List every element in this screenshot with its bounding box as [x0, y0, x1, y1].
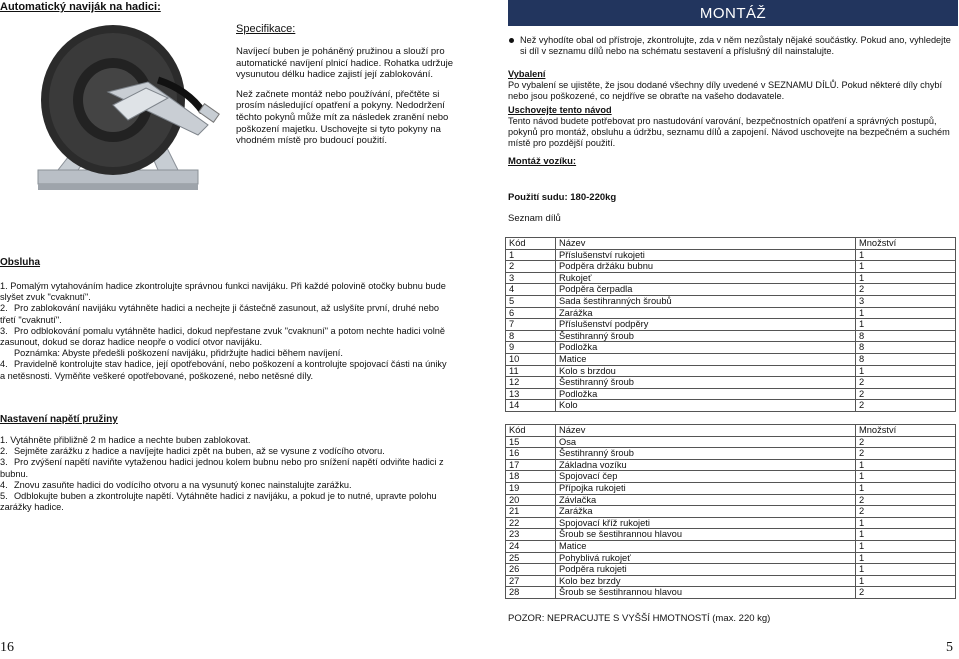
table-cell: 24 [506, 540, 556, 552]
table-cell: Šestihranný šroub [556, 330, 856, 342]
table-cell: 1 [856, 459, 956, 471]
obsluha-step: Pro zablokování navijáku vytáhněte hadici a nechejte ji částečně zasunout, až uslyšíte první, druhé nebo třetí "cvaknutí". [0, 303, 439, 325]
table-cell: 1 [856, 365, 956, 377]
table-cell: 1 [856, 272, 956, 284]
table-cell: 5 [506, 295, 556, 307]
table-row [506, 471, 956, 483]
table-header-row [506, 425, 956, 437]
table-cell: 1 [856, 517, 956, 529]
table-cell: Přípojka rukojeti [556, 482, 856, 494]
table-cell: 2 [856, 506, 956, 518]
table-cell: 21 [506, 506, 556, 518]
montaz-banner: MONTÁŽ [508, 0, 958, 26]
spec-paragraph: Navíjecí buben je poháněný pružinou a slouží pro automatické navíjení plnicí hadice. Rohatka udržuje vysunutou délku hadice zajistí její zablokování. [236, 46, 454, 81]
hose-reel-image [18, 20, 228, 202]
table-row [506, 448, 956, 460]
table-cell: Základna vozíku [556, 459, 856, 471]
bullet-dot-icon [509, 38, 514, 43]
table-cell: 16 [506, 448, 556, 460]
table-cell: Šroub se šestihrannou hlavou [556, 529, 856, 541]
obsluha-step: Pravidelně kontrolujte stav hadice, její opotřebování, nebo poškození a kontrolujte spojovací části na úniky a netěsnosti. Vyměňte veškeré opotřebované, poškozené, nebo netěsné díly. [0, 359, 447, 381]
table-row [506, 319, 956, 331]
table-cell: 1 [856, 319, 956, 331]
bullet-text: Než vyhodíte obal od přístroje, zkontrolujte, zda v něm nezůstaly nějaké součástky. Pokud ano, vyhledejte si díl v seznamu dílů nebo na schématu sestavení a příslušný díl nainstalujte. [520, 35, 951, 57]
obsluha-step-number: 3. [0, 325, 8, 336]
pouziti-sudu: Použití sudu: 180-220kg [508, 192, 617, 203]
napeti-step: Odblokujte buben a zkontrolujte napětí. Vytáhněte hadici z navijáku, a pokud je to nutné, upravte polohu zarážky hadice. [0, 491, 437, 513]
napeti-text [0, 435, 448, 513]
table-cell: 19 [506, 482, 556, 494]
table-row [506, 540, 956, 552]
table-cell: Šroub se šestihrannou hlavou [556, 587, 856, 599]
table-cell: Šestihranný šroub [556, 448, 856, 460]
table-row [506, 272, 956, 284]
table-row [506, 575, 956, 587]
table-cell: 8 [856, 330, 956, 342]
table-row [506, 377, 956, 389]
table-cell: 17 [506, 459, 556, 471]
table-cell: 4 [506, 284, 556, 296]
table-header-cell: Množství [856, 425, 956, 437]
page-number: 16 [0, 640, 14, 655]
table-cell: 11 [506, 365, 556, 377]
table-cell: Příslušenství rukojeti [556, 249, 856, 261]
table-cell: 20 [506, 494, 556, 506]
table-row [506, 552, 956, 564]
table-row [506, 436, 956, 448]
table-cell: 1 [856, 564, 956, 576]
obsluha-heading: Obsluha [0, 257, 41, 268]
table-cell: 15 [506, 436, 556, 448]
table-cell: 2 [856, 377, 956, 389]
table-cell: Podpěra čerpadla [556, 284, 856, 296]
table-cell: 25 [506, 552, 556, 564]
table-row [506, 459, 956, 471]
table-row [506, 295, 956, 307]
table-cell: 1 [856, 307, 956, 319]
table-cell: Zarážka [556, 506, 856, 518]
table-cell: 9 [506, 342, 556, 354]
table-cell: Podložka [556, 388, 856, 400]
table-header-cell: Množství [856, 238, 956, 250]
table-header-cell: Kód [506, 425, 556, 437]
parts-table-1 [505, 237, 956, 412]
table-cell: Kolo [556, 400, 856, 412]
table-cell: Šestihranný šroub [556, 377, 856, 389]
table-cell: 8 [856, 353, 956, 365]
page-number: 5 [946, 640, 953, 655]
napeti-step-number: 5. [0, 491, 8, 502]
table-row [506, 353, 956, 365]
napeti-step-number: 3. [0, 457, 8, 468]
seznam-dilu-heading: Seznam dílů [508, 213, 561, 224]
vybaleni-text: Po vybalení se ujistěte, že jsou dodané všechny díly uvedené v SEZNAMU DÍLŮ. Pokud některé díly chybí nebo jsou poškozené, co nejdříve se obraťte na vašeho dodavatele. [508, 80, 943, 102]
table-cell: 8 [506, 330, 556, 342]
table-cell: 1 [856, 482, 956, 494]
table-cell: Matice [556, 540, 856, 552]
table-row [506, 517, 956, 529]
napeti-step: Sejměte zarážku z hadice a navíjejte hadici zpět na buben, až se vysune z vodícího otvoru. [14, 446, 385, 457]
table-cell: 1 [856, 575, 956, 587]
table-row [506, 587, 956, 599]
table-row [506, 284, 956, 296]
table-cell: 2 [856, 494, 956, 506]
uschovejte-heading: Uschovejte tento návod [508, 104, 612, 115]
table-row [506, 400, 956, 412]
table-cell: Spojovací kříž rukojeti [556, 517, 856, 529]
table-header-cell: Název [556, 425, 856, 437]
table-cell: Závlačka [556, 494, 856, 506]
table-cell: 1 [856, 261, 956, 273]
table-cell: 26 [506, 564, 556, 576]
table-cell: 2 [856, 388, 956, 400]
napeti-step: Znovu zasuňte hadici do vodícího otvoru a na vysunutý konec nainstalujte zarážku. [14, 479, 352, 490]
table-row [506, 249, 956, 261]
montaz-voziku-heading: Montáž vozíku: [508, 156, 577, 167]
obsluha-text [0, 281, 448, 382]
spec-text [236, 46, 468, 155]
parts-table-2 [505, 424, 956, 599]
table-header-row [506, 238, 956, 250]
napeti-step-number: 2. [0, 446, 8, 457]
table-cell: 3 [856, 295, 956, 307]
section-title: Automatický naviják na hadici: [0, 1, 161, 13]
table-cell: 23 [506, 529, 556, 541]
table-cell: Podpěra držáku bubnu [556, 261, 856, 273]
napeti-step: Pro zvýšení napětí naviňte vytaženou hadici jednou kolem bubnu nebo pro snížení napětí odviňte hadici z bubnu. [0, 457, 444, 479]
vybaleni-block [508, 69, 958, 149]
table-cell: 1 [856, 249, 956, 261]
table-header-cell: Kód [506, 238, 556, 250]
table-row [506, 494, 956, 506]
table-cell: 1 [506, 249, 556, 261]
table-cell: Spojovací čep [556, 471, 856, 483]
obsluha-step: 1. Pomalým vytahováním hadice zkontrolujte správnou funkci navijáku. Při každé polovině otočky bubnu bude slyšet zvuk "cvaknutí". [0, 281, 446, 303]
table-row [506, 564, 956, 576]
table-cell: 14 [506, 400, 556, 412]
obsluha-step-number: 4. [0, 359, 8, 370]
table-cell: 18 [506, 471, 556, 483]
table-cell: 12 [506, 377, 556, 389]
spec-paragraph: Než začnete montáž nebo používání, přečtěte si prosím následující opatření a pokyny. Nedodržení těchto pokynů může mít za následek zranění nebo poškození majetku. Uschovejte si tyto pokyny na vhodném místě pro budoucí použití. [236, 88, 449, 147]
table-header-cell: Název [556, 238, 856, 250]
table-cell: 28 [506, 587, 556, 599]
table-cell: Pohyblivá rukojeť [556, 552, 856, 564]
table-row [506, 307, 956, 319]
table-cell: 2 [856, 448, 956, 460]
table-cell: Kolo bez brzdy [556, 575, 856, 587]
table-cell: 6 [506, 307, 556, 319]
table-cell: Rukojeť [556, 272, 856, 284]
obsluha-note: Poznámka: Abyste předešli poškození navijáku, přidržujte hadici během navíjení. [14, 348, 343, 359]
table-cell: 1 [856, 540, 956, 552]
table-cell: 22 [506, 517, 556, 529]
spec-heading: Specifikace: [236, 23, 296, 35]
uschovejte-text: Tento návod budete potřebovat pro nastudování varování, bezpečnostních opatření a správných postupů, pokynů pro montáž, obsluhu a údržbu, seznamu dílů a zapojení. Návod uschovejte na bezpečném a suchém místě pro pozdější použití. [508, 115, 950, 149]
obsluha-step: Pro odblokování pomalu vytáhněte hadici, dokud nepřestane zvuk "cvaknuní" a potom nechte hadici volně zasunout, dokud se doraz hadice neopře o vodicí otvor navijáku. [0, 325, 445, 348]
table-cell: 3 [506, 272, 556, 284]
napeti-step-number: 4. [0, 479, 8, 490]
table-cell: Příslušenství podpěry [556, 319, 856, 331]
bullet-item [508, 35, 958, 57]
table-cell: Kolo s brzdou [556, 365, 856, 377]
table-cell: Osa [556, 436, 856, 448]
table-cell: 7 [506, 319, 556, 331]
obsluha-step-number: 2. [0, 303, 8, 314]
table-cell: 13 [506, 388, 556, 400]
table-row [506, 529, 956, 541]
table-cell: Podložka [556, 342, 856, 354]
table-row [506, 342, 956, 354]
table-row [506, 330, 956, 342]
table-cell: 1 [856, 529, 956, 541]
table-cell: 2 [506, 261, 556, 273]
table-cell: Zarážka [556, 307, 856, 319]
table-cell: 2 [856, 587, 956, 599]
vybaleni-heading: Vybalení [508, 69, 546, 79]
table-cell: 10 [506, 353, 556, 365]
napeti-heading: Nastavení napětí pružiny [0, 414, 118, 425]
table-cell: Sada šestihranných šroubů [556, 295, 856, 307]
table-cell: 2 [856, 400, 956, 412]
table-row [506, 388, 956, 400]
table-row [506, 261, 956, 273]
table-cell: 2 [856, 284, 956, 296]
table-cell: 2 [856, 436, 956, 448]
table-cell: 1 [856, 552, 956, 564]
table-cell: Podpěra rukojeti [556, 564, 856, 576]
table-row [506, 506, 956, 518]
pozor-warning: POZOR: NEPRACUJTE S VYŠŠÍ HMOTNOSTÍ (max. 220 kg) [508, 613, 771, 624]
table-row [506, 482, 956, 494]
napeti-step: 1. Vytáhněte přibližně 2 m hadice a nechte buben zablokovat. [0, 435, 251, 445]
table-cell: 1 [856, 471, 956, 483]
table-row [506, 365, 956, 377]
table-cell: 8 [856, 342, 956, 354]
table-cell: 27 [506, 575, 556, 587]
table-cell: Matice [556, 353, 856, 365]
